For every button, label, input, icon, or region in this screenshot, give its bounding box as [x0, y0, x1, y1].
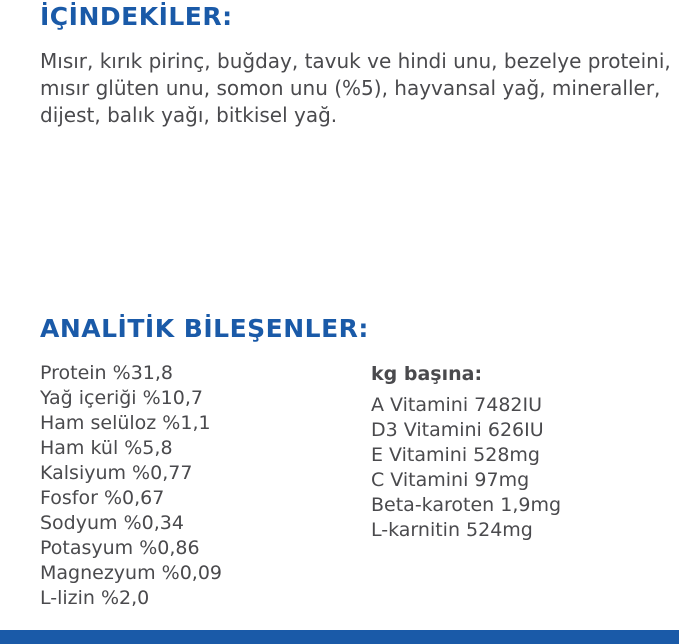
list-item-magnesium: Magnezyum %0,09	[40, 562, 222, 584]
list-item-potassium: Potasyum %0,86	[40, 537, 200, 559]
list-item-sodium: Sodyum %0,34	[40, 512, 184, 534]
analytics-heading: ANALİTİK BİLEŞENLER:	[40, 314, 369, 343]
per-kg-heading: kg başına:	[371, 363, 483, 385]
per-kg-list	[371, 393, 561, 543]
list-item-l-carnitine: L-karnitin 524mg	[371, 519, 533, 541]
list-item-vitamin-a: A Vitamini 7482IU	[371, 394, 542, 416]
list-item-vitamin-c: C Vitamini 97mg	[371, 469, 530, 491]
list-item-beta-carotene: Beta-karoten 1,9mg	[371, 494, 562, 516]
ingredients-heading: İÇİNDEKİLER:	[40, 2, 233, 31]
list-item-fat: Yağ içeriği %10,7	[40, 387, 203, 409]
list-item-calcium: Kalsiyum %0,77	[40, 462, 193, 484]
list-item-vitamin-e: E Vitamini 528mg	[371, 444, 540, 466]
list-item-l-lysine: L-lizin %2,0	[40, 587, 150, 609]
analytic-components-list	[40, 361, 222, 611]
list-item-crude-ash: Ham kül %5,8	[40, 437, 173, 459]
list-item-protein: Protein %31,8	[40, 362, 173, 384]
list-item-vitamin-d3: D3 Vitamini 626IU	[371, 419, 544, 441]
list-item-crude-fiber: Ham selüloz %1,1	[40, 412, 211, 434]
bottom-accent-bar	[0, 630, 679, 644]
list-item-phosphorus: Fosfor %0,67	[40, 487, 165, 509]
ingredients-text: Mısır, kırık pirinç, buğday, tavuk ve hindi unu, bezelye proteini, mısır glüten unu, somon unu (%5), hayvansal yağ, mineraller, dijest, balık yağı, bitkisel yağ.	[40, 49, 671, 127]
